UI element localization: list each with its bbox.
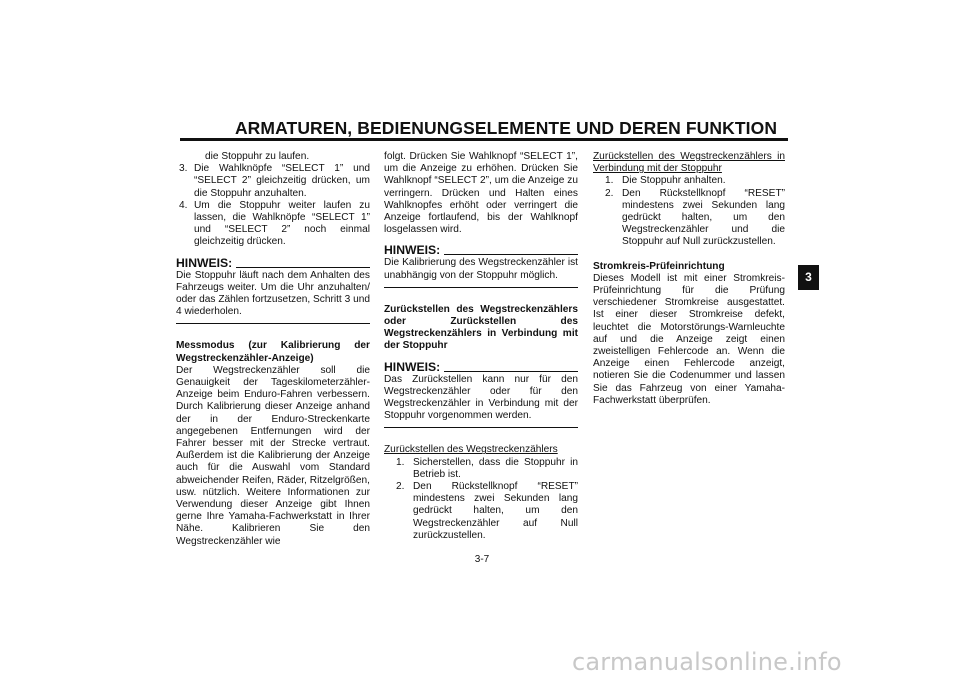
step-number: 1.: [605, 175, 614, 187]
list-item: [176, 200, 370, 249]
note-header: [176, 257, 370, 270]
column-2: [384, 151, 578, 542]
watermark: carmanualsonline.info: [572, 648, 842, 676]
column-1: [176, 151, 370, 548]
list-item: [593, 175, 785, 187]
note-label: HINWEIS:: [384, 243, 441, 258]
step-text: Um die Stoppuhr weiter laufen zu lassen, die Wahlknöpfe “SELECT 1” und “SELECT 2” noch einmal gleichzeitig drücken.: [194, 199, 370, 248]
note-end-rule: [384, 427, 578, 428]
list-item: [384, 481, 578, 542]
subsection-heading: Zurückstellen des Wegstreckenzählers in Verbindung mit der Stoppuhr: [593, 151, 785, 175]
step-text: Sicherstellen, dass die Stoppuhr in Betrieb ist.: [413, 456, 578, 480]
body-text: folgt. Drücken Sie Wahlknopf “SELECT 1”, um die Anzeige zu erhöhen. Drücken Sie Wahlknopf “SELECT 2”, um die Anzeige zu verringern. Drücken und Halten eines Wahlknopfes erhöht oder verringert die Anzeige fortlaufend, bis der Wahlknopf losgelassen wird.: [384, 151, 578, 236]
note-label: HINWEIS:: [384, 359, 441, 374]
page-number: 3-7: [474, 554, 490, 565]
section-heading: Stromkreis-Prüfeinrichtung: [593, 260, 725, 272]
note-text: Das Zurückstellen kann nur für den Wegstreckenzähler oder für den Wegstreckenzähler in Verbindung mit der Stoppuhr vorgenommen werden.: [384, 373, 578, 422]
body-text: Dieses Modell ist mit einer Stromkreis-Prüfeinrichtung für die Prüfung verschiedener Stromkreise ausgestattet. Ist einer dieser Stromkreise defekt, leuchtet die Motorstörungs-Warnleuchte auf und die Anzeige zeigt einen zweistelligen Fehlercode an. Wenn die Anzeige einen Fehlercode anzeigt, notieren Sie die Codenummer und lassen Sie das Fahrzeug von einer Yamaha-Fachwerkstatt überprüfen.: [593, 272, 785, 406]
note-header: [384, 244, 578, 257]
step-number: 2.: [396, 481, 405, 493]
note-text: Die Stoppuhr läuft nach dem Anhalten des Fahrzeugs weiter. Um die Uhr anzuhalten/ oder das Zählen fortzusetzen, Schritt 3 und 4 wiederholen.: [176, 269, 370, 318]
title-rule: [180, 138, 788, 141]
step-text: Die Wahlknöpfe “SELECT 1” und “SELECT 2” gleichzeitig drücken, um die Stoppuhr anzuhalten.: [194, 163, 370, 199]
list-item: [176, 163, 370, 200]
column-3: [593, 151, 785, 407]
note-label: HINWEIS:: [176, 255, 233, 270]
step-number: 3.: [179, 163, 188, 175]
step-text: Den Rückstellknopf “RESET” mindestens zwei Sekunden lang gedrückt halten, um den Wegstreckenzähler auf Null zurückzustellen.: [413, 481, 578, 541]
step-list: [593, 175, 785, 248]
section-heading: Messmodus (zur Kalibrierung der Wegstreckenzähler-Anzeige): [176, 340, 370, 364]
step-continuation: die Stoppuhr zu laufen.: [205, 151, 310, 162]
step-number: 4.: [179, 199, 188, 211]
page-title: ARMATUREN, BEDIENUNGSELEMENTE UND DEREN FUNKTION: [234, 118, 778, 138]
chapter-tab: 3: [798, 265, 819, 290]
list-item: [384, 457, 578, 481]
section-heading: Zurückstellen des Wegstreckenzählers oder Zurückstellen des Wegstreckenzählers in Verbindung mit der Stoppuhr: [384, 303, 578, 352]
body-text: Der Wegstreckenzähler soll die Genauigkeit der Tageskilometerzähler-Anzeige beim Enduro-Fahren verbessern. Durch Kalibrierung dieser Anzeige anhand der in der Enduro-Streckenkarte angegebenen Entfernungen wird der Fahrer besser mit der Strecke vertraut. Außerdem ist die Kalibrierung der Anzeige auch für die Auswahl vom Standard abweichender Reifen, Räder, Ritzelgrößen, usw. nützlich. Weitere Informationen zur Verwendung dieser Anzeige gibt Ihnen gerne Ihre Yamaha-Fachwerkstatt in Ihrer Nähe. Kalibrieren Sie den Wegstreckenzähler wie: [176, 364, 370, 547]
step-list: [384, 457, 578, 542]
note-rule: [236, 267, 370, 268]
note-rule: [444, 371, 578, 372]
step-number: 1.: [396, 456, 405, 468]
note-end-rule: [176, 323, 370, 324]
note-end-rule: [384, 287, 578, 288]
note-rule: [444, 254, 578, 255]
list-item: [593, 188, 785, 249]
step-list: [176, 163, 370, 248]
step-text: Die Stoppuhr anhalten.: [622, 175, 726, 187]
note-header: [384, 361, 578, 374]
step-text: Den Rückstellknopf “RESET” mindestens zwei Sekunden lang gedrückt halten, um den Wegstreckenzähler und die Stoppuhr auf Null zurückzustellen.: [622, 187, 785, 248]
note-text: Die Kalibrierung des Wegstreckenzähler ist unabhängig von der Stoppuhr möglich.: [384, 257, 578, 281]
subsection-heading: Zurückstellen des Wegstreckenzählers: [384, 444, 558, 456]
step-number: 2.: [605, 187, 614, 199]
